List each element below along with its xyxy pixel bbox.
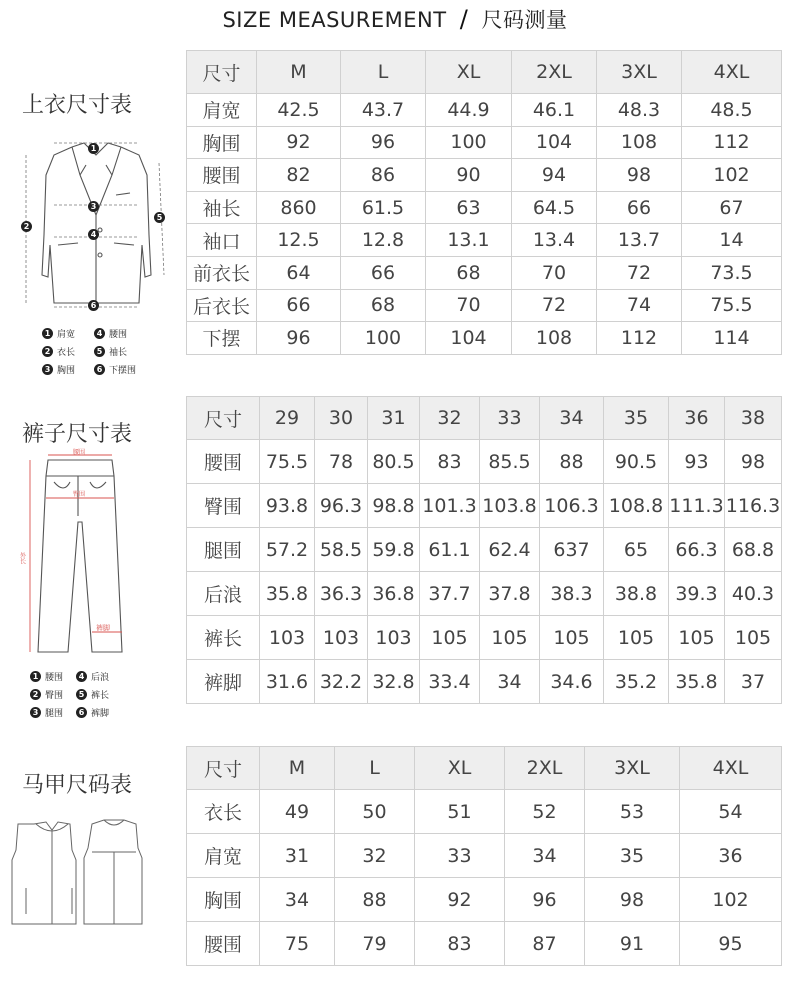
vest-size-header: XL: [415, 747, 505, 790]
pants-measure-value: 105: [669, 616, 725, 660]
pants-measure-value: 65: [604, 528, 669, 572]
jacket-measure-value: 73.5: [682, 256, 782, 289]
pants-measure-value: 98.8: [368, 484, 420, 528]
jacket-measure-value: 66: [597, 191, 682, 224]
jacket-measure-value: 13.1: [426, 224, 512, 257]
jacket-measure-label: 腰围: [187, 159, 257, 192]
pants-illustration: [18, 449, 130, 662]
pants-legend-num: 4: [76, 671, 87, 682]
jacket-legend-text: 衣长: [57, 348, 76, 358]
vest-measure-value: 88: [335, 878, 415, 922]
pants-legend-text: 腿围: [45, 709, 64, 719]
jacket-marker-3: 3: [88, 201, 99, 212]
pants-size-header: 36: [669, 397, 725, 440]
pants-measure-value: 93: [669, 440, 725, 484]
pants-table-row: [187, 440, 782, 484]
vest-measure-value: 54: [680, 790, 782, 834]
jacket-measure-label: 前衣长: [187, 256, 257, 289]
pants-legend-text: 臀围: [45, 691, 64, 701]
pants-legend-num: 5: [76, 689, 87, 700]
pants-measure-value: 88: [540, 440, 604, 484]
jacket-measure-value: 46.1: [512, 94, 597, 127]
jacket-measure-value: 100: [341, 322, 426, 355]
vest-measure-value: 34: [505, 834, 585, 878]
jacket-header-label: 尺寸: [187, 51, 257, 94]
jacket-measure-value: 12.5: [257, 224, 341, 257]
jacket-measure-value: 102: [682, 159, 782, 192]
vest-measure-value: 35: [585, 834, 680, 878]
pants-diagram-length: 外长: [18, 552, 26, 564]
pants-legend-text: 裤脚: [91, 709, 110, 719]
jacket-measure-value: 104: [426, 322, 512, 355]
jacket-legend-text: 胸围: [57, 366, 76, 376]
pants-measure-value: 36.3: [315, 572, 368, 616]
jacket-measure-value: 108: [512, 322, 597, 355]
pants-measure-value: 36.8: [368, 572, 420, 616]
vest-measure-value: 33: [415, 834, 505, 878]
jacket-table-row: [187, 94, 782, 127]
pants-measure-value: 38.3: [540, 572, 604, 616]
vest-measure-value: 87: [505, 922, 585, 966]
jacket-measure-value: 42.5: [257, 94, 341, 127]
pants-measure-value: 68.8: [725, 528, 782, 572]
vest-measure-value: 34: [260, 878, 335, 922]
pants-size-header: 29: [260, 397, 315, 440]
pants-measure-value: 103: [368, 616, 420, 660]
jacket-marker-5: 5: [154, 212, 165, 223]
vest-measure-value: 51: [415, 790, 505, 834]
vest-table-row: [187, 834, 782, 878]
jacket-header-row: [187, 51, 782, 94]
jacket-measure-value: 64: [257, 256, 341, 289]
vest-table-row: [187, 790, 782, 834]
jacket-measure-value: 94: [512, 159, 597, 192]
pants-header-row: [187, 397, 782, 440]
pants-legend-text: 腰围: [45, 673, 64, 683]
pants-measure-value: 105: [604, 616, 669, 660]
vest-measure-value: 75: [260, 922, 335, 966]
pants-measure-value: 106.3: [540, 484, 604, 528]
vest-size-header: 3XL: [585, 747, 680, 790]
pants-measure-label: 腰围: [187, 440, 260, 484]
vest-measure-value: 36: [680, 834, 782, 878]
pants-header-label: 尺寸: [187, 397, 260, 440]
jacket-table-row: [187, 289, 782, 322]
jacket-measure-value: 64.5: [512, 191, 597, 224]
pants-legend-num: 1: [30, 671, 41, 682]
jacket-measure-value: 112: [597, 322, 682, 355]
pants-measure-value: 58.5: [315, 528, 368, 572]
jacket-measure-value: 44.9: [426, 94, 512, 127]
jacket-size-header: 4XL: [682, 51, 782, 94]
pants-section-label: 裤子尺寸表: [22, 422, 133, 447]
vest-size-header: M: [260, 747, 335, 790]
pants-legend-num: 6: [76, 707, 87, 718]
pants-measure-value: 35.8: [669, 660, 725, 704]
jacket-legend-num: 1: [42, 328, 53, 339]
jacket-table-row: [187, 159, 782, 192]
jacket-legend-text: 下摆围: [109, 366, 137, 376]
jacket-measure-value: 12.8: [341, 224, 426, 257]
vest-section-label: 马甲尺码表: [22, 773, 133, 798]
page-title: [0, 4, 790, 34]
pants-measure-value: 105: [540, 616, 604, 660]
pants-measure-value: 83: [420, 440, 480, 484]
jacket-measure-label: 下摆: [187, 322, 257, 355]
vest-measure-value: 50: [335, 790, 415, 834]
jacket-measure-value: 63: [426, 191, 512, 224]
jacket-size-header: M: [257, 51, 341, 94]
jacket-marker-6: 6: [88, 300, 99, 311]
jacket-measure-value: 112: [682, 126, 782, 159]
jacket-measure-value: 72: [597, 256, 682, 289]
pants-legend-text: 裤长: [91, 691, 110, 701]
title-slash: /: [459, 5, 469, 33]
vest-measure-value: 79: [335, 922, 415, 966]
vest-measure-value: 96: [505, 878, 585, 922]
jacket-measure-value: 96: [341, 126, 426, 159]
pants-measure-value: 103: [315, 616, 368, 660]
pants-measure-label: 后浪: [187, 572, 260, 616]
pants-measure-value: 37.7: [420, 572, 480, 616]
jacket-legend-text: 袖长: [109, 348, 128, 358]
pants-measure-value: 38.8: [604, 572, 669, 616]
pants-measure-value: 39.3: [669, 572, 725, 616]
vest-header-row: [187, 747, 782, 790]
vest-measure-label: 腰围: [187, 922, 260, 966]
vest-measure-value: 92: [415, 878, 505, 922]
jacket-measure-value: 61.5: [341, 191, 426, 224]
jacket-table-row: [187, 224, 782, 257]
vest-size-header: 4XL: [680, 747, 782, 790]
vest-illustration: [12, 818, 152, 930]
jacket-marker-2: 2: [21, 221, 32, 232]
vest-table-row: [187, 922, 782, 966]
pants-measure-label: 臀围: [187, 484, 260, 528]
jacket-table-row: [187, 322, 782, 355]
jacket-table-row: [187, 256, 782, 289]
pants-measure-value: 32.2: [315, 660, 368, 704]
pants-table-row: [187, 660, 782, 704]
vest-measure-value: 32: [335, 834, 415, 878]
vest-measure-value: 102: [680, 878, 782, 922]
vest-measure-value: 83: [415, 922, 505, 966]
pants-measure-value: 35.8: [260, 572, 315, 616]
pants-measure-label: 裤脚: [187, 660, 260, 704]
jacket-table-row: [187, 191, 782, 224]
jacket-measure-label: 肩宽: [187, 94, 257, 127]
vest-measure-value: 95: [680, 922, 782, 966]
pants-measure-value: 34: [480, 660, 540, 704]
jacket-legend-text: 腰围: [109, 330, 128, 340]
pants-diagram-hip: 臀围: [73, 491, 86, 498]
pants-measure-value: 37.8: [480, 572, 540, 616]
jacket-legend-num: 6: [94, 364, 105, 375]
jacket-size-header: 3XL: [597, 51, 682, 94]
jacket-measure-value: 108: [597, 126, 682, 159]
pants-measure-value: 93.8: [260, 484, 315, 528]
pants-measure-value: 98: [725, 440, 782, 484]
jacket-size-header: L: [341, 51, 426, 94]
pants-measure-value: 66.3: [669, 528, 725, 572]
title-zh: 尺码测量: [481, 8, 568, 32]
pants-measure-value: 40.3: [725, 572, 782, 616]
jacket-measure-value: 67: [682, 191, 782, 224]
pants-legend-text: 后浪: [91, 673, 110, 683]
jacket-marker-1: 1: [88, 143, 99, 154]
jacket-measure-value: 104: [512, 126, 597, 159]
jacket-measure-value: 48.3: [597, 94, 682, 127]
jacket-legend-num: 4: [94, 328, 105, 339]
jacket-measure-value: 13.4: [512, 224, 597, 257]
jacket-measure-value: 68: [426, 256, 512, 289]
jacket-measure-value: 114: [682, 322, 782, 355]
jacket-measure-label: 袖口: [187, 224, 257, 257]
vest-measure-label: 肩宽: [187, 834, 260, 878]
pants-table-row: [187, 616, 782, 660]
jacket-size-header: XL: [426, 51, 512, 94]
pants-measure-value: 101.3: [420, 484, 480, 528]
pants-size-header: 30: [315, 397, 368, 440]
jacket-measure-value: 75.5: [682, 289, 782, 322]
jacket-measure-value: 74: [597, 289, 682, 322]
pants-measure-value: 62.4: [480, 528, 540, 572]
jacket-measure-value: 96: [257, 322, 341, 355]
jacket-measure-value: 86: [341, 159, 426, 192]
pants-measure-value: 80.5: [368, 440, 420, 484]
jacket-measure-value: 14: [682, 224, 782, 257]
jacket-measure-value: 43.7: [341, 94, 426, 127]
title-en: SIZE MEASUREMENT: [222, 8, 447, 32]
jacket-legend-text: 肩宽: [57, 330, 76, 340]
jacket-legend-num: 2: [42, 346, 53, 357]
pants-measure-value: 105: [420, 616, 480, 660]
pants-measure-value: 90.5: [604, 440, 669, 484]
pants-measure-value: 103: [260, 616, 315, 660]
pants-size-header: 31: [368, 397, 420, 440]
vest-measure-label: 胸围: [187, 878, 260, 922]
pants-measure-value: 105: [725, 616, 782, 660]
vest-measure-label: 衣长: [187, 790, 260, 834]
jacket-measure-value: 68: [341, 289, 426, 322]
pants-size-header: 33: [480, 397, 540, 440]
pants-measure-value: 105: [480, 616, 540, 660]
jacket-legend-num: 3: [42, 364, 53, 375]
pants-measure-value: 637: [540, 528, 604, 572]
vest-size-table: [186, 746, 782, 966]
pants-measure-value: 103.8: [480, 484, 540, 528]
vest-size-header: L: [335, 747, 415, 790]
vest-measure-value: 91: [585, 922, 680, 966]
jacket-table-row: [187, 126, 782, 159]
jacket-measure-value: 92: [257, 126, 341, 159]
pants-table-row: [187, 572, 782, 616]
pants-size-header: 35: [604, 397, 669, 440]
pants-measure-label: 裤长: [187, 616, 260, 660]
jacket-measure-value: 98: [597, 159, 682, 192]
pants-size-header: 32: [420, 397, 480, 440]
vest-measure-value: 98: [585, 878, 680, 922]
jacket-section-label: 上衣尺寸表: [22, 93, 133, 118]
pants-table-row: [187, 528, 782, 572]
vest-measure-value: 52: [505, 790, 585, 834]
pants-size-header: 38: [725, 397, 782, 440]
jacket-measure-value: 13.7: [597, 224, 682, 257]
jacket-legend-num: 5: [94, 346, 105, 357]
vest-measure-value: 31: [260, 834, 335, 878]
jacket-measure-value: 48.5: [682, 94, 782, 127]
vest-measure-value: 49: [260, 790, 335, 834]
pants-table-row: [187, 484, 782, 528]
jacket-measure-value: 72: [512, 289, 597, 322]
pants-measure-value: 31.6: [260, 660, 315, 704]
pants-diagram-waist: 腰围: [73, 449, 86, 456]
pants-size-header: 34: [540, 397, 604, 440]
vest-table-row: [187, 878, 782, 922]
pants-measure-value: 37: [725, 660, 782, 704]
jacket-measure-label: 袖长: [187, 191, 257, 224]
pants-measure-value: 61.1: [420, 528, 480, 572]
pants-measure-value: 57.2: [260, 528, 315, 572]
pants-size-table: [186, 396, 782, 704]
jacket-measure-value: 90: [426, 159, 512, 192]
pants-measure-value: 34.6: [540, 660, 604, 704]
vest-size-header: 2XL: [505, 747, 585, 790]
pants-measure-value: 32.8: [368, 660, 420, 704]
pants-legend-num: 2: [30, 689, 41, 700]
pants-measure-value: 33.4: [420, 660, 480, 704]
jacket-measure-value: 70: [512, 256, 597, 289]
jacket-size-table: [186, 50, 782, 355]
jacket-measure-value: 860: [257, 191, 341, 224]
jacket-measure-value: 100: [426, 126, 512, 159]
jacket-measure-value: 66: [257, 289, 341, 322]
pants-measure-value: 108.8: [604, 484, 669, 528]
pants-diagram-hem: 裤脚: [96, 624, 110, 632]
jacket-measure-value: 82: [257, 159, 341, 192]
jacket-measure-value: 70: [426, 289, 512, 322]
pants-measure-value: 75.5: [260, 440, 315, 484]
jacket-measure-label: 后衣长: [187, 289, 257, 322]
pants-legend-num: 3: [30, 707, 41, 718]
vest-measure-value: 53: [585, 790, 680, 834]
pants-measure-value: 96.3: [315, 484, 368, 528]
pants-measure-value: 111.3: [669, 484, 725, 528]
jacket-size-header: 2XL: [512, 51, 597, 94]
jacket-marker-4: 4: [88, 229, 99, 240]
jacket-illustration: [14, 135, 184, 315]
pants-measure-label: 腿围: [187, 528, 260, 572]
jacket-measure-value: 66: [341, 256, 426, 289]
vest-header-label: 尺寸: [187, 747, 260, 790]
jacket-measure-label: 胸围: [187, 126, 257, 159]
pants-measure-value: 116.3: [725, 484, 782, 528]
pants-measure-value: 85.5: [480, 440, 540, 484]
pants-measure-value: 35.2: [604, 660, 669, 704]
pants-measure-value: 78: [315, 440, 368, 484]
pants-measure-value: 59.8: [368, 528, 420, 572]
